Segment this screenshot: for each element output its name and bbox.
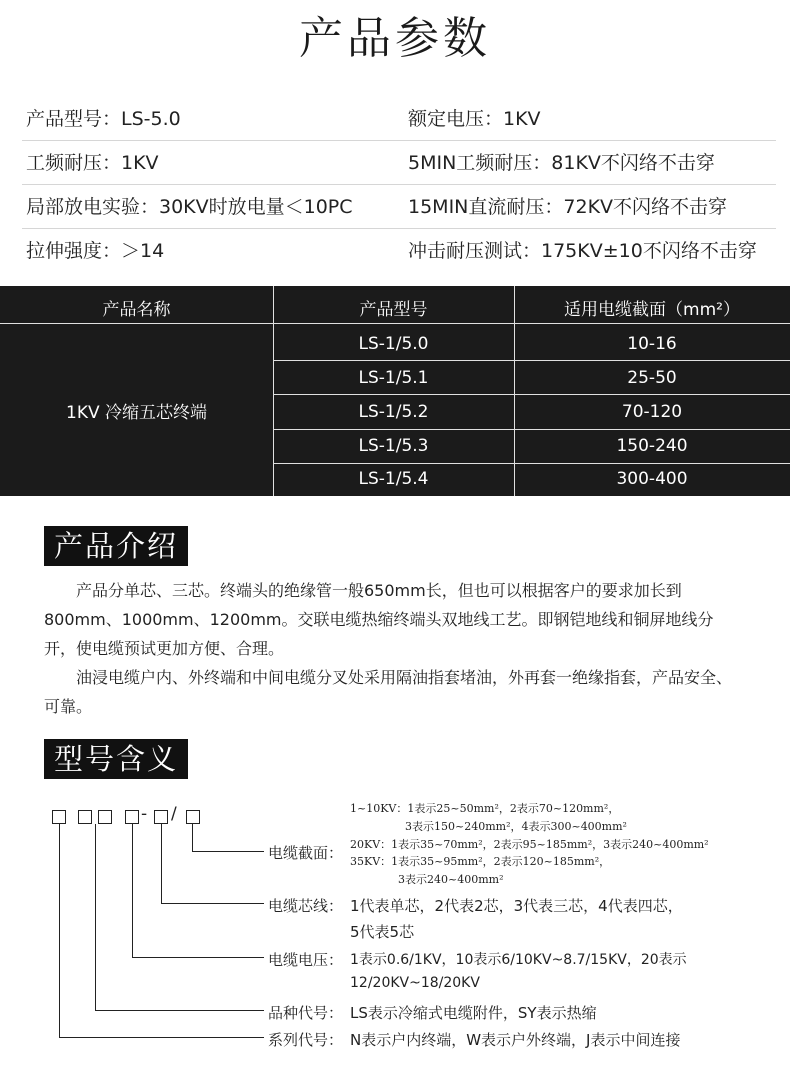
table-header-section: 适用电缆截面（mm²） — [564, 300, 740, 320]
connector-line — [161, 903, 264, 904]
spec-impulse: 冲击耐压测试：175KV±10不闪络不击穿 — [408, 240, 757, 262]
table-divider — [273, 394, 790, 395]
table-product-name: 1KV 冷缩五芯终端 — [66, 403, 207, 423]
intro-paragraph: 油浸电缆户内、外终端和中间电缆分叉处采用隔油指套堵油，外再套一绝缘指套，产品安全、可靠。 — [44, 668, 733, 716]
table-divider — [0, 323, 790, 324]
section-line: 3表示240~400mm² — [398, 873, 504, 886]
table-cell-model: LS-1/5.3 — [358, 436, 429, 456]
connector-line — [192, 824, 193, 852]
voltage-line: 12/20KV~18/20KV — [350, 975, 480, 991]
dash-symbol: - — [141, 804, 148, 824]
table-divider — [273, 429, 790, 430]
table-divider — [273, 360, 790, 361]
spec-model: 产品型号：LS-5.0 — [26, 108, 181, 130]
slash-symbol: / — [171, 804, 177, 824]
table-cell-section: 300-400 — [616, 469, 688, 489]
connector-line — [95, 1010, 264, 1011]
code-box-section — [186, 810, 200, 824]
cores-line: 5代表5芯 — [350, 923, 415, 941]
connector-line — [161, 824, 162, 904]
voltage-line: 1表示0.6/1KV，10表示6/10KV~8.7/15KV，20表示 — [350, 952, 687, 968]
section-line: 1~10KV：1表示25~50mm²，2表示70~120mm²， — [350, 802, 620, 815]
section-line: 35KV：1表示35~95mm²，2表示120~185mm²， — [350, 855, 611, 868]
variety-label: 品种代号： — [268, 1004, 344, 1022]
table-cell-section: 25-50 — [627, 368, 677, 388]
spec-rated-voltage: 额定电压：1KV — [408, 108, 541, 130]
voltage-label: 电缆电压： — [268, 951, 344, 969]
table-cell-section: 10-16 — [627, 334, 677, 354]
table-cell-model: LS-1/5.2 — [358, 402, 429, 422]
table-header-model: 产品型号 — [359, 300, 428, 320]
connector-line — [59, 824, 60, 1038]
table-cell-model: LS-1/5.0 — [358, 334, 429, 354]
connector-line — [132, 824, 133, 958]
connector-line — [59, 1037, 264, 1038]
section-line: 20KV：1表示35~70mm²，2表示95~185mm²，3表示240~400mm² — [350, 838, 709, 851]
table-cell-model: LS-1/5.1 — [358, 368, 429, 388]
spec-row — [22, 184, 776, 229]
spec-partial-discharge: 局部放电实验：30KV时放电量＜10PC — [26, 196, 353, 218]
intro-heading: 产品介绍 — [44, 526, 188, 566]
code-box-series — [52, 810, 66, 824]
cores-line: 1代表单芯，2代表2芯，3代表三芯，4代表四芯， — [350, 897, 683, 915]
intro-paragraph: 产品分单芯、三芯。终端头的绝缘管一般650mm长，但也可以根据客户的要求加长到800mm、1000mm、1200mm。交联电缆热缩终端头双地线工艺。即钢铠地线和铜屏地线分开，使电缆预试更加方便、合理。 — [44, 581, 714, 658]
code-box-cores — [154, 810, 168, 824]
spec-15min-dc: 15MIN直流耐压：72KV不闪络不击穿 — [408, 196, 728, 218]
intro-text — [44, 576, 744, 721]
table-cell-section: 70-120 — [621, 402, 683, 422]
spec-row — [22, 228, 776, 272]
spec-row — [22, 140, 776, 185]
variety-text: LS表示冷缩式电缆附件，SY表示热缩 — [350, 1004, 597, 1022]
spec-tensile: 拉伸强度：＞14 — [26, 240, 165, 262]
series-label: 系列代号： — [268, 1031, 344, 1049]
code-box-variety-1 — [78, 810, 92, 824]
model-meaning-heading: 型号含义 — [44, 739, 188, 779]
page-title: 产品参数 — [299, 13, 491, 64]
product-table — [0, 286, 790, 496]
series-text: N表示户内终端，W表示户外终端，J表示中间连接 — [350, 1031, 681, 1049]
section-line: 3表示150~240mm²，4表示300~400mm² — [405, 820, 627, 833]
section-label: 电缆截面： — [268, 844, 344, 862]
connector-line — [132, 957, 264, 958]
spec-5min-withstand: 5MIN工频耐压：81KV不闪络不击穿 — [408, 152, 715, 174]
spec-power-freq: 工频耐压：1KV — [26, 152, 159, 174]
table-header-name: 产品名称 — [102, 300, 171, 320]
connector-line — [95, 824, 96, 1011]
connector-line — [192, 851, 264, 852]
model-diagram — [0, 790, 790, 1070]
code-box-variety-2 — [98, 810, 112, 824]
table-divider — [273, 463, 790, 464]
code-box-voltage — [125, 810, 139, 824]
table-cell-section: 150-240 — [616, 436, 688, 456]
table-cell-model: LS-1/5.4 — [358, 469, 429, 489]
cores-label: 电缆芯线： — [268, 897, 344, 915]
spec-row — [22, 96, 776, 141]
